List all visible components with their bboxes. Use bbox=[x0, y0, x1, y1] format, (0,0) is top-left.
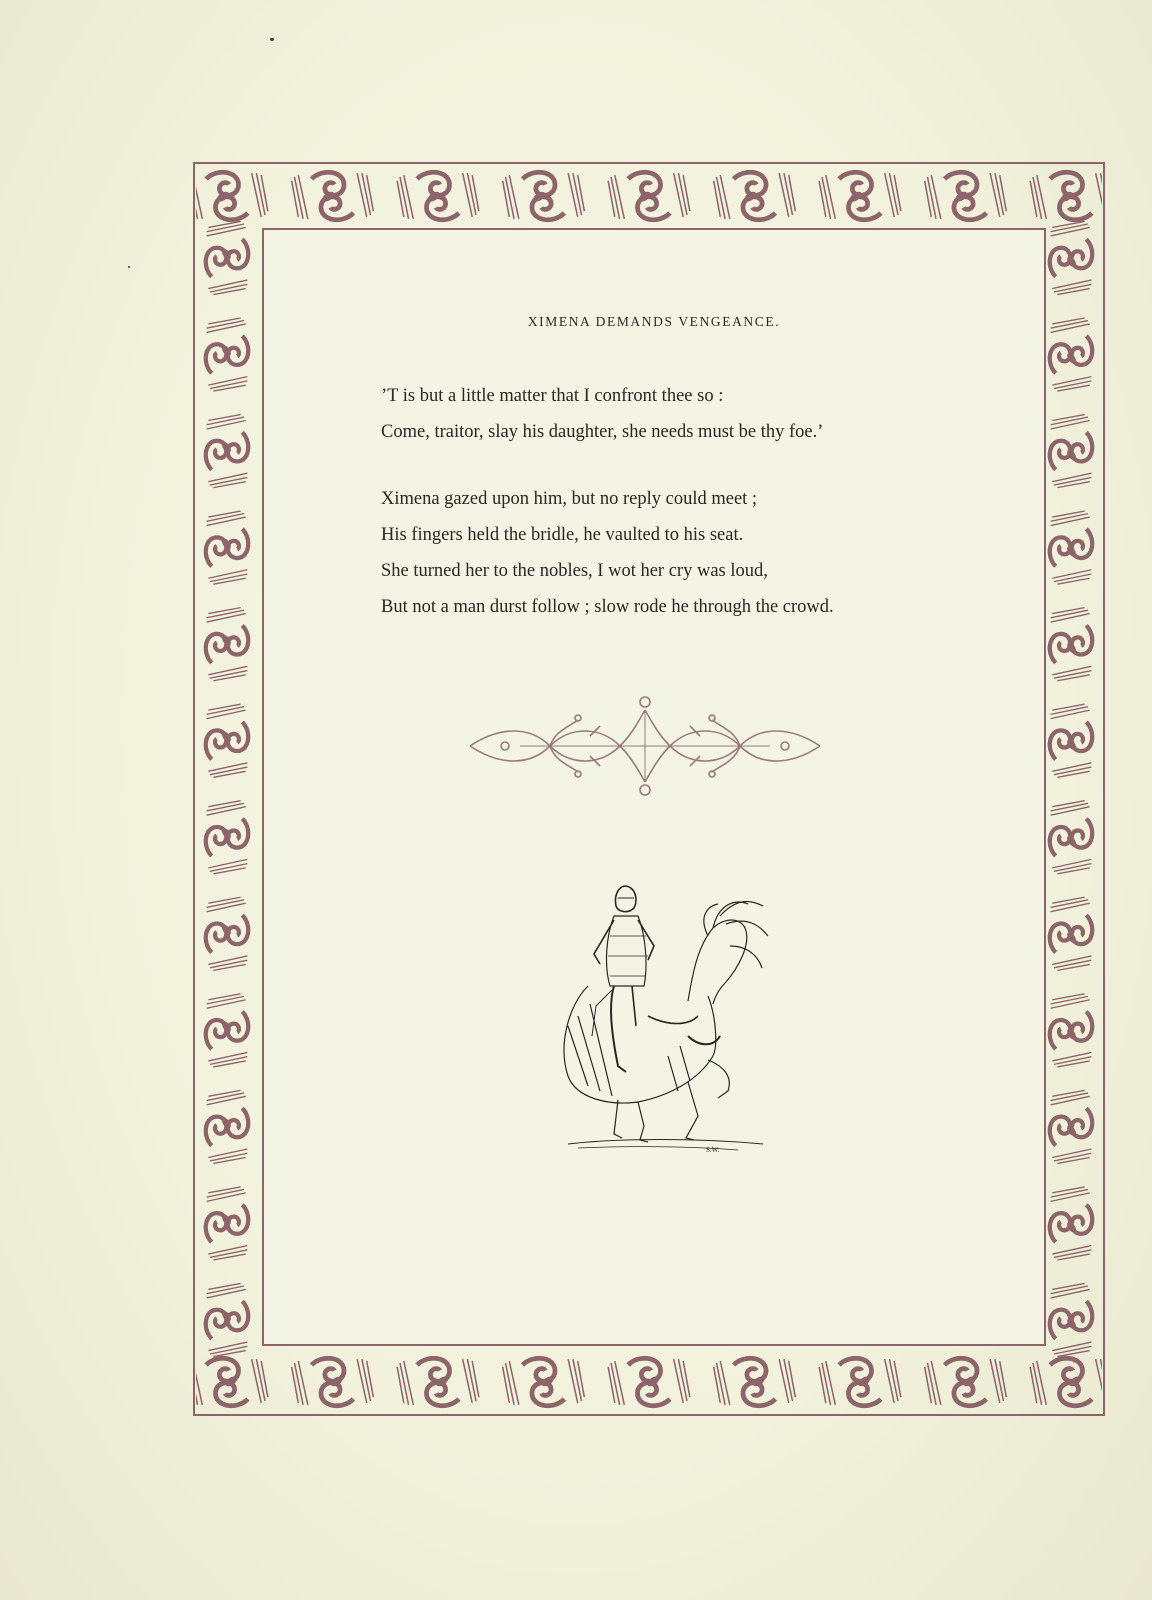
verse-line: But not a man durst follow ; slow rode he through the crowd. bbox=[381, 597, 834, 617]
border-motif bbox=[1050, 801, 1092, 874]
border-motif bbox=[1050, 1283, 1092, 1356]
stanza bbox=[381, 481, 981, 625]
border-motif bbox=[1050, 897, 1092, 970]
border-motif bbox=[206, 897, 248, 970]
border-motif bbox=[1050, 511, 1092, 584]
border-motif bbox=[714, 172, 796, 219]
border-top-band bbox=[196, 172, 1102, 219]
border-motif bbox=[1050, 415, 1092, 488]
verse-line: His fingers held the bridle, he vaulted to his seat. bbox=[381, 525, 744, 545]
border-motif bbox=[206, 1283, 248, 1356]
border-bottom-band bbox=[196, 1358, 1102, 1405]
border-motif bbox=[292, 172, 374, 219]
border-motif bbox=[1050, 994, 1092, 1067]
border-motif bbox=[1050, 221, 1092, 294]
border-motif bbox=[819, 1358, 901, 1405]
border-motif bbox=[206, 221, 248, 294]
border-motif bbox=[503, 172, 585, 219]
page-title: XIMENA DEMANDS VENGEANCE. bbox=[527, 314, 781, 329]
ink-speck bbox=[128, 266, 130, 268]
border-motif bbox=[1050, 608, 1092, 681]
border-motif bbox=[206, 994, 248, 1067]
border-motif bbox=[397, 172, 479, 219]
border-motif bbox=[925, 1358, 1007, 1405]
verse-line: Come, traitor, slay his daughter, she needs must be thy foe.’ bbox=[381, 422, 824, 442]
artist-signature: S.W. bbox=[706, 1146, 720, 1154]
border-motif bbox=[206, 801, 248, 874]
border-motif bbox=[206, 1187, 248, 1260]
border-motif bbox=[292, 1358, 374, 1405]
border-motif bbox=[1050, 704, 1092, 777]
border-motif bbox=[503, 1358, 585, 1405]
border-motif bbox=[196, 172, 268, 219]
border-motif bbox=[397, 1358, 479, 1405]
border-motif bbox=[1050, 1090, 1092, 1163]
border-motif bbox=[206, 415, 248, 488]
border-right-band bbox=[1050, 221, 1092, 1356]
border-motif bbox=[1050, 1187, 1092, 1260]
verse-line: Ximena gazed upon him, but no reply could meet ; bbox=[381, 489, 758, 509]
border-motif bbox=[714, 1358, 796, 1405]
knight-on-horse-illustration bbox=[548, 876, 788, 1156]
verse-line: ’T is but a little matter that I confront thee so : bbox=[381, 386, 724, 406]
border-motif bbox=[819, 172, 901, 219]
border-motif bbox=[1050, 318, 1092, 391]
border-motif bbox=[206, 704, 248, 777]
border-left-band bbox=[206, 221, 248, 1356]
border-motif bbox=[1030, 1358, 1102, 1405]
ink-speck bbox=[270, 38, 274, 41]
border-motif bbox=[1030, 172, 1102, 219]
border-motif bbox=[196, 1358, 268, 1405]
border-motif bbox=[608, 172, 690, 219]
verse-line: She turned her to the nobles, I wot her cry was loud, bbox=[381, 561, 768, 581]
border-motif bbox=[206, 608, 248, 681]
border-motif bbox=[206, 511, 248, 584]
border-motif bbox=[925, 172, 1007, 219]
stanza bbox=[381, 378, 981, 450]
decorative-scroll-ornament bbox=[460, 696, 830, 808]
border-motif bbox=[206, 318, 248, 391]
border-motif bbox=[608, 1358, 690, 1405]
border-motif bbox=[206, 1090, 248, 1163]
